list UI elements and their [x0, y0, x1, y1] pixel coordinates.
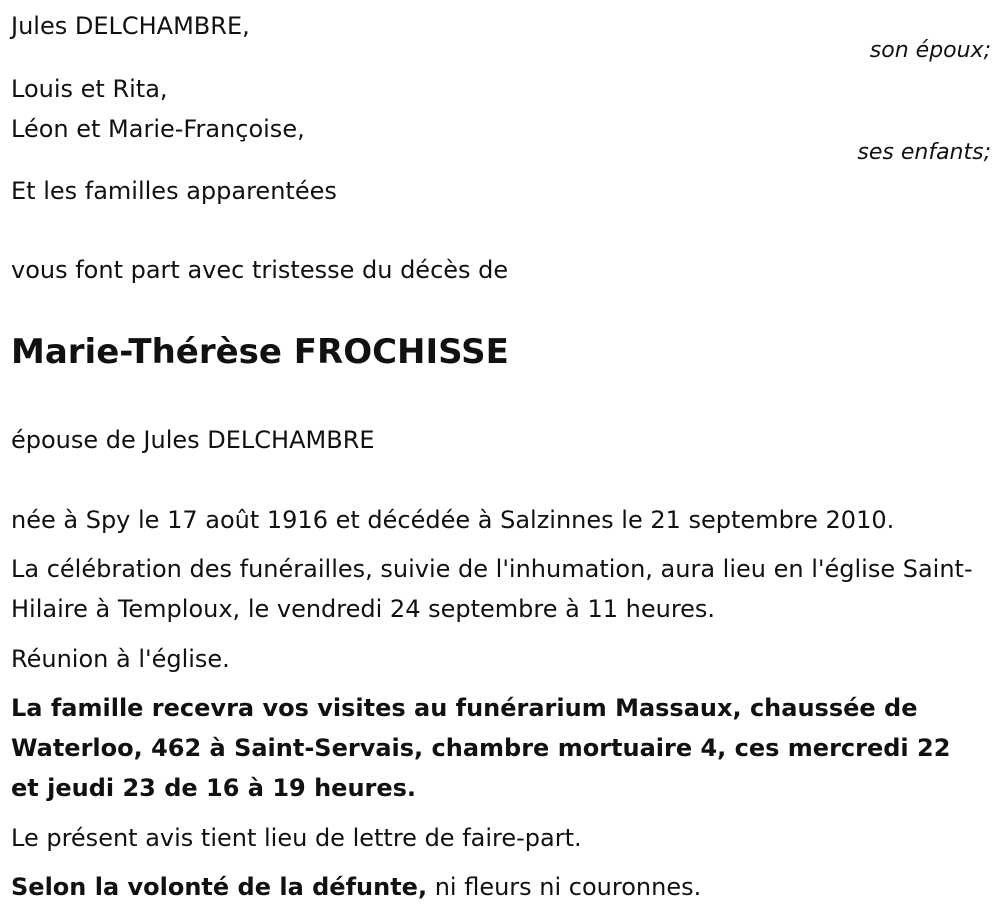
spouse-role-label: son époux; [869, 38, 991, 63]
final-wish-bold: Selon la volonté de la défunte, [11, 873, 428, 901]
spouse-of-line: épouse de Jules DELCHAMBRE [11, 426, 375, 454]
announcement-line: vous font part avec tristesse du décès de [11, 256, 509, 284]
children-line-2: Léon et Marie-Françoise, [11, 115, 305, 143]
spouse-name-line: Jules DELCHAMBRE, [11, 12, 250, 40]
families-line: Et les familles apparentées [11, 177, 337, 205]
deceased-name: Marie-Thérèse FROCHISSE [11, 332, 509, 372]
funeral-paragraph: La célébration des funérailles, suivie de l'inhumation, aura lieu en l'église Saint-Hilaire à Temploux, le vendredi 24 septembre à 11 heures. [11, 555, 973, 623]
visits-paragraph: La famille recevra vos visites au funérarium Massaux, chaussée de Waterloo, 462 à Saint-Servais, chambre mortuaire 4, ces mercredi 22 et jeudi 23 de 16 à 19 heures. [11, 694, 951, 802]
final-wish-rest: ni fleurs ni couronnes. [427, 873, 702, 901]
birth-death-line: née à Spy le 17 août 1916 et décédée à Salzinnes le 21 septembre 2010. [11, 506, 895, 534]
children-role-label: ses enfants; [857, 140, 991, 165]
final-wish-line [11, 867, 701, 907]
notice-statement-line: Le présent avis tient lieu de lettre de faire-part. [11, 824, 582, 852]
reunion-line: Réunion à l'église. [11, 645, 230, 673]
children-line-1: Louis et Rita, [11, 75, 168, 103]
